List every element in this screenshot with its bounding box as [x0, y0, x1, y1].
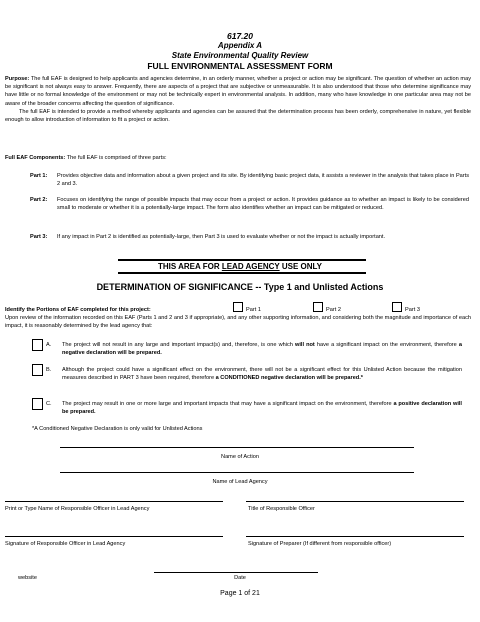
bottom-rule — [118, 272, 366, 274]
part-3-description — [30, 233, 470, 249]
signature-officer-label: Signature of Responsible Officer in Lead Agency — [5, 541, 126, 547]
purpose-label: Purpose: — [5, 76, 30, 82]
footnote: *A Conditioned Negative Declaration is only valid for Unlisted Actions — [32, 426, 203, 432]
option-a-letter: A. — [46, 342, 52, 348]
review-label: State Environmental Quality Review — [171, 51, 309, 60]
part-2-text: Focuses on identifying the range of possible impacts that may occur from a project or action. It provides guidance as to whether an impact is likely to be considered small to moderate or whether it is a potentially-large impact. The form also identifies whether an impact can be mitigated or reduced. — [57, 197, 469, 212]
section-number: 617.20 — [227, 31, 253, 41]
name-of-action-line[interactable] — [60, 447, 414, 448]
identify-label: Identify the Portions of EAF completed for this project: — [5, 307, 151, 313]
purpose-text: The full EAF is designed to help applicants and agencies determine, in an orderly manner, whether a project or action may be significant. The question of whether an action may be significant is not always easy to answer. Frequently, there are aspects of a project that are subjective or unmeasurable. It is also understood that those who determine significance may have little or no formal knowledge of the environment or may not be technically expert in environmental analysis. In addition, many who have knowledge in one particular area may not be aware of the broader concerns affecting the question of significance. — [5, 76, 472, 107]
website-label: website — [18, 575, 37, 581]
option-a-bold-2: a negative declaration will be prepared. — [62, 342, 462, 356]
review-statement: Upon review of the information recorded on this EAF (Parts 1 and 2 and 3 if appropriate), and any other supporting information, and considering both the magnitude and importance of each impact, it is reasonably determined by the lead agency that: — [5, 315, 471, 330]
option-b-letter: B. — [46, 367, 52, 373]
option-b-pre: Although the project could have a significant effect on the environment, there will not be a significant effect for this Unlisted Action because the mitigation measures described in PART 3 have been required, therefore — [62, 367, 462, 381]
date-line[interactable] — [154, 572, 318, 573]
part-2-checkbox[interactable] — [313, 302, 323, 312]
page-number: Page 1 of 21 — [220, 590, 260, 597]
part-1-text: Provides objective data and information about a given project and its site. By identifying basic project data, it assists a reviewer in the analysis that takes place in Parts 2 and 3. — [57, 173, 469, 188]
signature-preparer-line[interactable] — [246, 536, 464, 537]
part-2-description — [30, 196, 470, 222]
option-a-pre: The project will not result in any large and important impact(s) and, therefore, is one which — [62, 342, 295, 348]
lead-agency-underlined: LEAD AGENCY — [221, 262, 280, 271]
lead-agency-pre: THIS AREA FOR — [157, 262, 222, 271]
option-a-text — [62, 341, 462, 357]
option-c-checkbox[interactable] — [32, 398, 43, 410]
appendix-label: Appendix A — [217, 41, 263, 50]
option-a-bold-1: will not — [294, 342, 315, 348]
option-a-checkbox[interactable] — [32, 339, 43, 351]
option-c-bold: a positive declaration will be prepared. — [62, 401, 462, 415]
components-intro — [5, 154, 471, 162]
determination-title: DETERMINATION OF SIGNIFICANCE -- Type 1 and Unlisted Actions — [96, 282, 384, 292]
part-2-checkbox-label: Part 2 — [326, 307, 341, 313]
option-c-pre: The project may result in one or more large and important impacts that may have a significant impact on the environment, therefore — [62, 401, 394, 407]
print-name-label: Print or Type Name of Responsible Officer in Lead Agency — [5, 506, 150, 512]
components-label: Full EAF Components: — [5, 155, 66, 161]
title-label: Title of Responsible Officer — [248, 506, 315, 512]
top-rule — [118, 259, 366, 261]
date-label: Date — [234, 575, 246, 581]
name-of-lead-agency-label: Name of Lead Agency — [212, 479, 268, 485]
part-2-label: Part 2: — [30, 197, 48, 203]
name-of-action-label: Name of Action — [221, 454, 259, 460]
components-text: The full EAF is comprised of three parts: — [66, 155, 167, 161]
part-1-checkbox[interactable] — [233, 302, 243, 312]
option-c-text — [62, 400, 462, 416]
purpose-text-2: The full EAF is intended to provide a method whereby applicants and agencies can be assured that the determination process has been orderly, comprehensive in nature, yet flexible enough to allow introduction of information to fit a project or action. — [5, 108, 471, 124]
lead-agency-area-title — [0, 262, 480, 271]
signature-preparer-label: Signature of Preparer (If different from responsible officer) — [248, 541, 392, 547]
name-of-lead-agency-line[interactable] — [60, 472, 414, 473]
part-3-checkbox-label: Part 3 — [405, 307, 420, 313]
title-line[interactable] — [246, 501, 464, 502]
option-a-mid: have a significant impact on the environment, therefore — [314, 342, 459, 348]
option-c-letter: C. — [46, 401, 52, 407]
option-b-checkbox[interactable] — [32, 364, 43, 376]
print-name-line[interactable] — [5, 501, 223, 502]
part-1-checkbox-label: Part 1 — [246, 307, 261, 313]
option-b-text — [62, 366, 462, 382]
part-3-label: Part 3: — [30, 234, 48, 240]
lead-agency-post: USE ONLY — [279, 262, 323, 271]
part-3-checkbox[interactable] — [392, 302, 402, 312]
part-3-text: If any impact in Part 2 is identified as potentially-large, then Part 3 is used to evaluate whether or not the impact is actually important. — [57, 234, 386, 240]
part-1-description — [30, 172, 470, 188]
part-1-label: Part 1: — [30, 173, 48, 179]
option-b-bold: a CONDITIONED negative declaration will be prepared.* — [215, 375, 363, 381]
purpose-paragraph — [5, 75, 471, 124]
form-title: FULL ENVIRONMENTAL ASSESSMENT FORM — [147, 61, 333, 71]
signature-officer-line[interactable] — [5, 536, 223, 537]
